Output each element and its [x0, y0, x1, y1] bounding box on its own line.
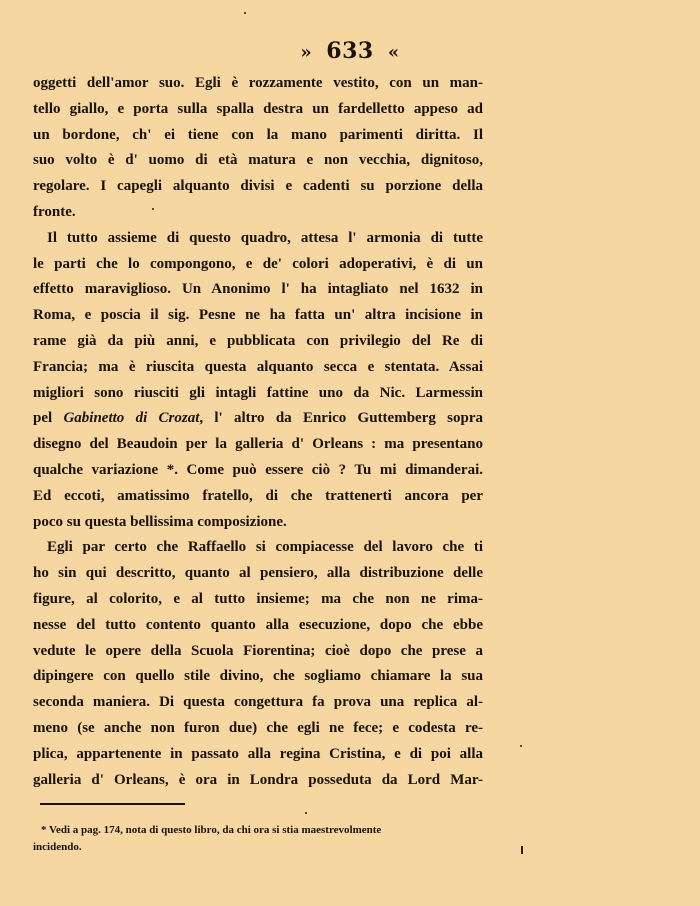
text-line: figure, al colorito, e al tutto insieme; ma che non ne rima-: [33, 591, 483, 607]
paper-speck: [244, 12, 246, 14]
paper-speck: [305, 812, 307, 814]
text-line: plica, appartenente in passato alla regina Cristina, e di poi alla: [33, 745, 483, 762]
text-line: Ed eccoti, amatissimo fratello, di che trattenerti ancora per: [33, 487, 483, 504]
footnote: [33, 822, 493, 856]
text-line: migliori sono riusciti gli intagli fattine uno da Nic. Larmessin: [33, 384, 483, 401]
text-line: vedute le opere della Scuola Fiorentina; cioè dopo che prese a: [33, 642, 483, 659]
text-line: suo volto è d' uomo di età matura e non vecchia, dignitoso,: [33, 152, 483, 169]
text-line: disegno del Beaudoin per la galleria d' Orleans : ma presentano: [33, 436, 483, 453]
text-line: regolare. I capegli alquanto divisi e cadenti su porzione della: [33, 178, 483, 195]
ornament-right: «: [387, 42, 400, 63]
text-line: seconda maniera. Di questa congettura fa prova una replica al-: [33, 694, 483, 711]
text-line: Il tutto assieme di questo quadro, attesa l' armonia di tutte: [47, 229, 483, 246]
paper-mark: [521, 846, 523, 854]
text-line: poco su questa bellissima composizione.: [33, 513, 287, 530]
text-line: [33, 406, 483, 432]
text-line: oggetti dell'amor suo. Egli è rozzamente vestito, con un man-: [33, 75, 483, 91]
footnote-rule: [40, 803, 185, 805]
text-line: Francia; ma è riuscita questa alquanto secca e stentata. Assai: [33, 358, 483, 375]
text-line: tello giallo, e porta sulla spalla destra un fardelletto appeso ad: [33, 100, 483, 117]
paper-speck: [152, 208, 154, 210]
page-number: 633: [326, 38, 374, 64]
text-line: galleria d' Orleans, è ora in Londra posseduta da Lord Mar-: [33, 771, 483, 788]
page-header: [0, 38, 700, 64]
text-line: Roma, e poscia il sig. Pesne ne ha fatta un' altra incisione in: [33, 307, 483, 324]
text-line: ho sin qui descritto, quanto al pensiero, alla distribuzione delle: [33, 565, 483, 582]
text-fragment: , l' altro da Enrico Guttemberg sopra: [199, 410, 483, 427]
paper-speck: [520, 745, 522, 747]
text-line: rame già da più anni, e pubblicata con privilegio del Re di: [33, 333, 483, 349]
footnote-line: incidendo.: [33, 841, 82, 853]
text-line: fronte.: [33, 204, 76, 220]
text-line: le parti che lo compongono, e de' colori adoperativi, è di un: [33, 255, 483, 272]
text-line: nesse del tutto contento quanto alla esecuzione, dopo che ebbe: [33, 616, 483, 633]
text-fragment: pel: [33, 410, 64, 427]
text-line: meno (se anche non furon due) che egli ne fece; e codesta re-: [33, 720, 483, 736]
text-line: effetto maraviglioso. Un Anonimo l' ha intagliato nel 1632 in: [33, 281, 483, 298]
text-line: dipingere con quello stile divino, che sogliamo chiamare la sua: [33, 668, 483, 685]
italic-title: Gabinetto di Crozat: [63, 410, 200, 427]
ornament-left: »: [300, 42, 313, 63]
text-line: un bordone, ch' ei tiene con la mano parimenti diritta. Il: [33, 126, 483, 143]
footnote-line: * Vedi a pag. 174, nota di questo libro, da chi ora si stia maestrevolmente: [41, 824, 382, 836]
text-line: qualche variazione *. Come può essere ciò ? Tu mi dimanderai.: [33, 462, 483, 478]
text-line: Egli par certo che Raffaello si compiacesse del lavoro che ti: [47, 539, 483, 556]
